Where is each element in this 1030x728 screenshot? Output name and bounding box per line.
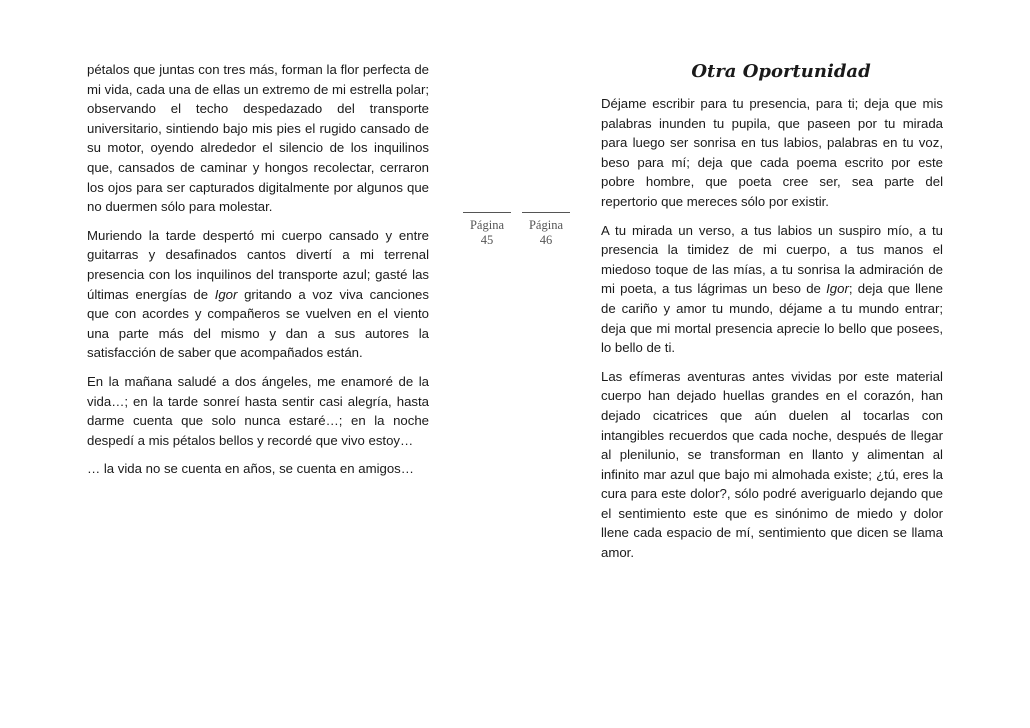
page-label: Página [469,218,505,232]
left-paragraph-2: Muriendo la tarde despertó mi cuerpo cansado y entre guitarras y desafinados cantos divertí a mi terrenal presencia con los inquilinos del transporte azul; gasté las últimas energías de Igor gritando a voz viva canciones que con acordes y compañeros se vuelven en el viento una parte más del mismo y dan a sus autores la satisfacción de saber que acompañados están. [87,227,429,361]
left-paragraph-3: En la mañana saludé a dos ángeles, me enamoré de la vida…; en la tarde sonreí hasta sentir casi alegría, hasta darme cuenta que solo nunca estaré…; en la noche despedí a mis pétalos bellos y recordé que vivo estoy… [87,373,429,448]
right-paragraph-2: A tu mirada un verso, a tus labios un suspiro mío, a tu presencia la timidez de mi cuerpo, a tus manos el miedoso toque de las mías, a tu sonrisa la admiración de mi poeta, a tus lágrimas un beso de Igor; deja que llene de cariño y amor tu mundo, déjame a tu mundo entrar; deja que mi mortal presencia aprecie lo bello que posees, lo bello de ti. [601,222,943,356]
page-number-left [463,212,511,248]
page-number: 45 [480,233,494,247]
right-paragraph-1: Déjame escribir para tu presencia, para ti; deja que mis palabras inunden tu pupila, que paseen por tu mirada para luego ser sonrisa en tus labios, palabras en tu voz, beso para mí; deja que cada poema escrito por este pobre hombre, que poeta cree ser, sea parte del repertorio que mereces sólo por existir. [601,96,943,209]
left-paragraph-1: pétalos que juntas con tres más, forman la flor perfecta de mi vida, cada una de ellas un extremo de mi estrella polar; observando el techo despedazado del transporte universitario, sintiendo bajo mis pies el rugido cansado de su motor, oyendo alrededor el silencio de los inquilinos que, cansados de caminar y hongos recolectar, cerraron los ojos para ser capturados digitalmente por algunos que no duermen sólo para molestar. [87,62,429,215]
poem-title: Otra Oportunidad [691,61,871,82]
italic-name: Igor [214,286,238,302]
italic-name: Igor [826,281,849,297]
right-paragraph-3: Las efímeras aventuras antes vividas por este material cuerpo han dejado huellas grandes en el corazón, han dejado cicatrices que aún duelen al tocarlas con intangibles recuerdos que cada noche, después de llegar al plenilunio, se transforman en llanto y alimentan al infinito mar azul que bajo mi almohada existe; ¿tú, eres la cura para este dolor?, sólo podré averiguarlo dejando que el sentimiento este que es sinónimo de miedo y dolor llene cada espacio de mí, sentimiento que dicen se llama amor. [601,368,943,561]
page-label: Página [528,218,564,232]
right-page-text [601,60,943,572]
page-number-right [522,212,570,248]
page-number-rule [522,212,570,217]
left-page-text [87,60,429,488]
left-paragraph-4: … la vida no se cuenta en años, se cuenta en amigos… [87,461,414,477]
page-number-rule [463,212,511,217]
page-number: 46 [539,233,553,247]
